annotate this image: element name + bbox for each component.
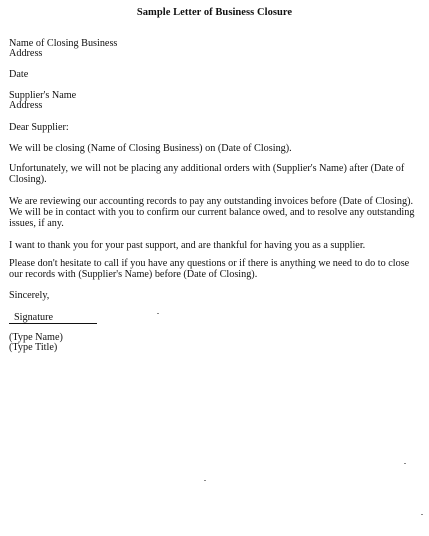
scan-speck: [421, 514, 423, 515]
paragraph-contact: Please don't hesitate to call if you have any questions or if there is anything we need to do to close our records with (Supplier's Name) before (Date of Closing).: [9, 258, 410, 280]
sender-name: Name of Closing Business: [9, 38, 118, 49]
sender-address: Address: [9, 48, 43, 59]
scan-speck: [204, 480, 206, 481]
typed-name: (Type Name): [9, 332, 63, 343]
scan-speck: [404, 463, 406, 464]
document-title: Sample Letter of Business Closure: [136, 7, 293, 18]
closing-line: Sincerely,: [9, 290, 50, 301]
salutation: Dear Supplier:: [9, 122, 69, 133]
scan-speck: [157, 313, 159, 314]
recipient-address: Address: [9, 100, 43, 111]
paragraph-no-orders: Unfortunately, we will not be placing any additional orders with (Supplier's Name) after (Date of Closing).: [9, 163, 405, 185]
paragraph-thanks: I want to thank you for your past support, and are thankful for having you as a supplier.: [9, 240, 366, 251]
typed-title: (Type Title): [9, 342, 58, 353]
recipient-name: Supplier's Name: [9, 90, 77, 101]
paragraph-accounting: We are reviewing our accounting records to pay any outstanding invoices before (Date of Closing). We will be in contact with you to confirm our current balance owed, and to resolve any outstanding issues, if any.: [9, 196, 415, 229]
paragraph-closing-notice: We will be closing (Name of Closing Business) on (Date of Closing).: [9, 143, 292, 154]
letter-date: Date: [9, 69, 29, 80]
signature-label: Signature: [14, 312, 54, 323]
